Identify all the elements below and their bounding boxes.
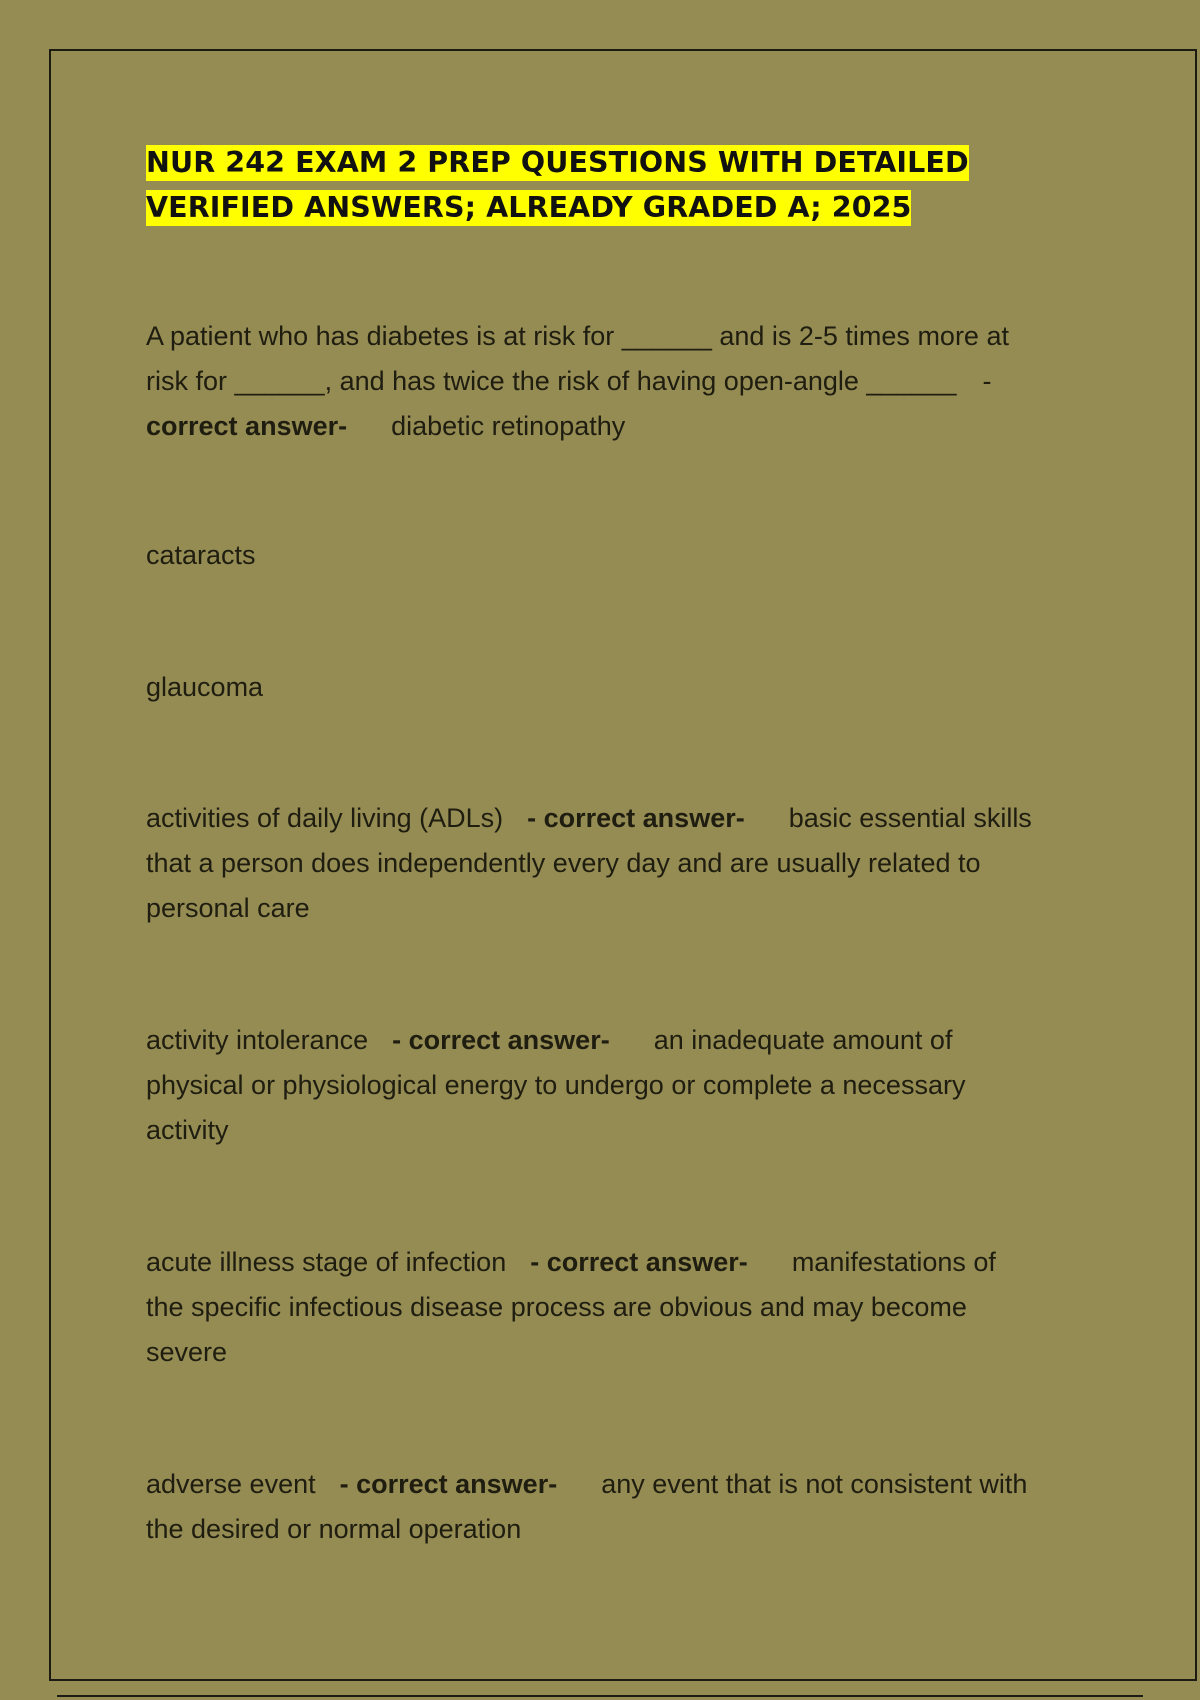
qa-entry-diabetes: [146, 314, 1106, 449]
entry-definition-line-3: activity: [146, 1115, 229, 1145]
entry-answer-separator: - correct answer-: [392, 1025, 610, 1055]
entry-question-line-1: A patient who has diabetes is at risk for ______ and is 2-5 times more at: [146, 321, 1009, 351]
entry-definition-line-2: the specific infectious disease process are obvious and may become: [146, 1292, 967, 1322]
document-title: [146, 140, 1106, 230]
entry-answer-separator: - correct answer-: [530, 1247, 748, 1277]
entry-definition-line-2: physical or physiological energy to undergo or complete a necessary: [146, 1070, 966, 1100]
entry-definition-line-3: personal care: [146, 893, 310, 923]
entry-definition-line-1: manifestations of: [791, 1247, 996, 1277]
qa-entry-activity-intolerance: [146, 1018, 1106, 1153]
title-line-2: VERIFIED ANSWERS; ALREADY GRADED A; 2025: [146, 191, 912, 224]
entry-question-line-2: risk for ______, and has twice the risk of having open-angle ______: [146, 366, 957, 396]
next-page-edge: [57, 1695, 1143, 1697]
entry-term: activities of daily living (ADLs): [146, 803, 504, 833]
entry-term: acute illness stage of infection: [146, 1247, 507, 1277]
qa-entry-acute-illness: [146, 1240, 1106, 1375]
entry-text: glaucoma: [146, 672, 264, 702]
entry-definition-line-1: any event that is not consistent with: [601, 1469, 1028, 1499]
entry-answer-separator: - correct answer-: [527, 803, 745, 833]
entry-definition-line-2: that a person does independently every day and are usually related to: [146, 848, 981, 878]
entry-answer-separator: - correct answer-: [339, 1469, 558, 1499]
entry-term: activity intolerance: [146, 1025, 369, 1055]
entry-definition-line-1: basic essential skills: [788, 803, 1032, 833]
entry-answer-separator: correct answer-: [146, 411, 348, 441]
qa-entry-cataracts: [146, 533, 1106, 578]
title-line-1: NUR 242 EXAM 2 PREP QUESTIONS WITH DETAILED: [146, 146, 969, 179]
qa-entry-adls: [146, 796, 1106, 931]
entry-definition-line-1: an inadequate amount of: [653, 1025, 953, 1055]
entry-term: adverse event: [146, 1469, 316, 1499]
qa-entry-adverse-event: [146, 1462, 1106, 1552]
entry-definition-line-3: severe: [146, 1337, 228, 1367]
document-body: [146, 140, 1106, 1544]
qa-entry-glaucoma: [146, 665, 1106, 710]
entry-answer: diabetic retinopathy: [391, 411, 626, 441]
entry-definition-line-2: the desired or normal operation: [146, 1514, 522, 1544]
entry-text: cataracts: [146, 540, 256, 570]
entry-dash: -: [982, 366, 992, 396]
